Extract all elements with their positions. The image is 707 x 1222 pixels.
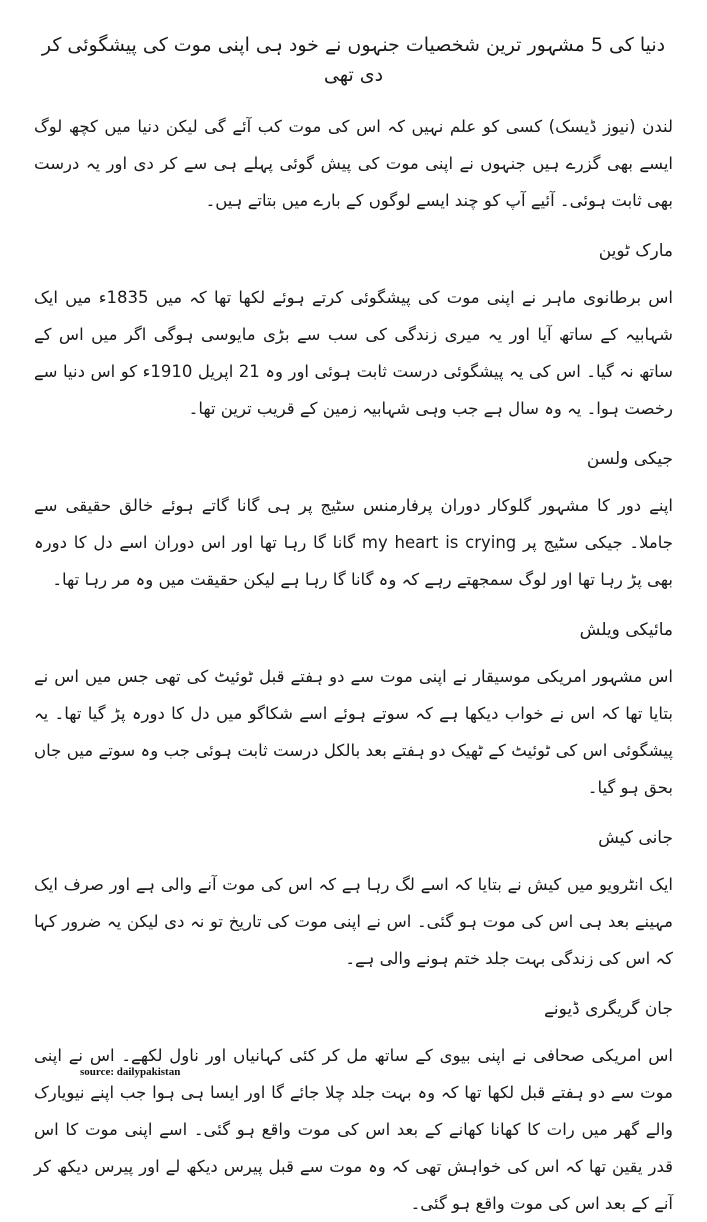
article-title: دنیا کی 5 مشہور ترین شخصیات جنہوں نے خود ہی اپنی موت کی پیشگوئی کر دی تھی: [41, 34, 666, 86]
section-body-johnny-cash: ایک انٹرویو میں کیش نے بتایا کہ اسے لگ رہا ہے کہ اس کی موت آنے والی ہے اور صرف ایک مہینے بعد ہی اس کی موت ہو گئی۔ اس نے اپنی موت کی تاریخ تو نہ دی لیکن یہ ضرور کہا کہ اس کی زندگی بہت جلد ختم ہونے والی ہے۔: [34, 875, 673, 968]
section-body-mark-twain: اس برطانوی ماہر نے اپنی موت کی پیشگوئی کرتے ہوئے لکھا تھا کہ میں 1835ء میں ایک شہابیہ کے ساتھ آیا اور یہ میری زندگی کی سب سے بڑی مایوسی ہوگی اگر میں اس کے ساتھ نہ گیا۔ اس کی یہ پیشگوئی درست ثابت ہوئی اور وہ 21 اپریل 1910ء کو اس دنیا سے رخصت ہوا۔ یہ وہ سال ہے جب وہی شہابیہ زمین کے قریب ترین تھا۔: [34, 288, 673, 418]
source-credit: source: dailypakistan: [80, 1066, 181, 1078]
section-body-john-gregory-dunne: اس امریکی صحافی نے اپنی بیوی کے ساتھ مل کر کئی کہانیاں اور ناول لکھے۔ اس نے اپنی موت سے دو ہفتے قبل لکھا تھا کہ وہ بہت جلد چلا جائے گا اور ایسا ہی ہوا جب اپنے نیویارک والے گھر میں رات کا کھانا کھانے کے بعد اس کی موت واقع ہو گئی۔ اسے اپنی موت کا اس قدر یقین تھا کہ اس کی خواہش تھی کہ وہ موت سے قبل پیرس دیکھ لے اور پیرس دیکھ کر آنے کے بعد اس کی موت واقع ہو گئی۔: [34, 1046, 673, 1213]
section-body-jackie-wilson: اپنے دور کا مشہور گلوکار دوران پرفارمنس سٹیج پر ہی گانا گاتے ہوئے خالق حقیقی سے جاملا۔ جیکی سٹیج پر my heart is crying گانا گا رہا تھا اور اس دوران اسے دل کا دورہ بھی پڑ رہا تھا اور لوگ سمجھتے رہے کہ وہ گانا گا رہا ہے لیکن حقیقت میں وہ مر رہا تھا۔: [34, 496, 673, 589]
article-intro: لندن (نیوز ڈیسک) کسی کو علم نہیں کہ اس کی موت کب آئے گی لیکن دنیا میں کچھ لوگ ایسے بھی گزرے ہیں جنہوں نے اپنی موت کی پیش گوئی پہلے ہی سے کر دی اور یہ درست بھی ثابت ہوئی۔ آئیے آپ کو چند ایسے لوگوں کے بارے میں بتاتے ہیں۔: [34, 117, 673, 210]
section-heading-jackie-wilson: جیکی ولسن: [586, 449, 673, 469]
section-body-mikey-welsh: اس مشہور امریکی موسیقار نے اپنی موت سے دو ہفتے قبل ٹوئیٹ کی تھی جس میں اس نے بتایا تھا کہ اس نے خواب دیکھا ہے کہ سوتے ہوئے اسے شکاگو میں دل کا دورہ پڑ گیا تھا۔ یہ پیشگوئی اس کی ٹوئیٹ کے ٹھیک دو ہفتے بعد بالکل درست ثابت ہوئی جب وہ سوتے میں جاں بحق ہو گیا۔: [34, 667, 673, 797]
section-heading-john-gregory-dunne: جان گریگری ڈیونے: [543, 999, 673, 1019]
section-heading-mark-twain: مارک ٹوین: [598, 241, 673, 261]
section-heading-johnny-cash: جانی کیش: [598, 828, 673, 848]
section-heading-mikey-welsh: مائیکی ویلش: [579, 620, 673, 640]
